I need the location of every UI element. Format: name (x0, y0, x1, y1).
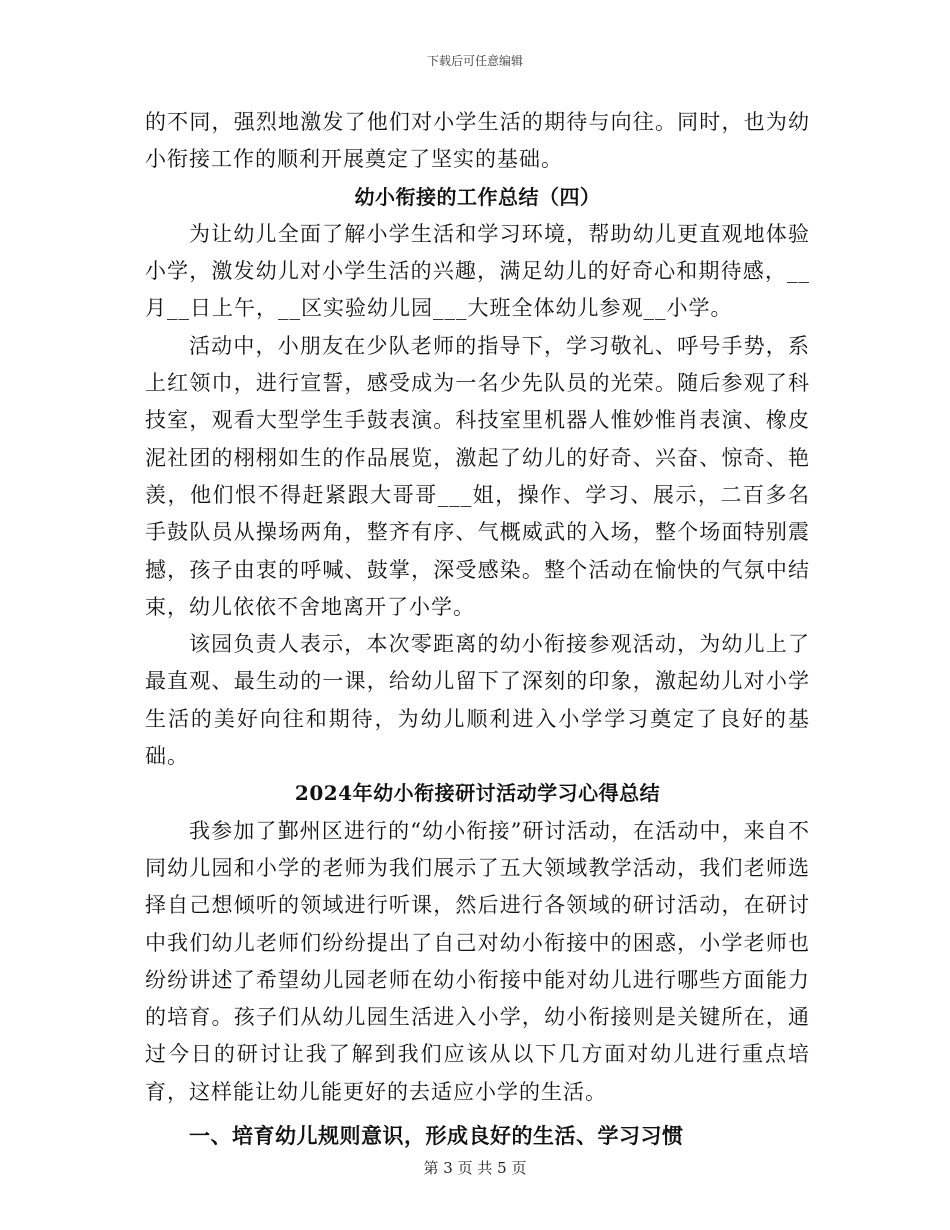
subsection-heading: 一、培育幼儿规则意识，形成良好的生活、学习习惯 (189, 1123, 684, 1149)
page-header: 下载后可任意编辑 (426, 54, 523, 68)
paragraph: 我参加了鄞州区进行的“幼小衔接”研讨活动，在活动中，来自不同幼儿园和小学的老师为我们展示了五大领域教学活动，我们老师选择自己想倾听的领域进行听课，然后进行各领域的研讨活动，在研讨中我们幼儿老师们纷纷提出了自己对幼小衔接中的困惑，小学老师也纷纷讲述了希望幼儿园老师在幼小衔接中能对幼儿进行哪些方面能力的培育。孩子们从幼儿园生活进入小学，幼小衔接则是关键所在，通过今日的研讨让我了解到我们应该从以下几方面对幼儿进行重点培育，这样能让幼儿能更好的去适应小学的生活。 (145, 818, 810, 1104)
paragraph: 活动中，小朋友在少队老师的指导下，学习敬礼、呼号手势，系上红领巾，进行宣誓，感受成为一名少先队员的光荣。随后参观了科技室，观看大型学生手鼓表演。科技室里机器人惟妙惟肖表演、橡皮泥社团的栩栩如生的作品展览，激起了幼儿的好奇、兴奋、惊奇、艳羡，他们恨不得赶紧跟大哥哥___姐，操作、学习、展示，二百多名手鼓队员从操场两角，整齐有序、气概威武的入场，整个场面特别震撼，孩子由衷的呼喊、鼓掌，深受感染。整个活动在愉快的气氛中结束，幼儿依依不舍地离开了小学。 (145, 333, 810, 619)
paragraph: 为让幼儿全面了解小学生活和学习环境，帮助幼儿更直观地体验小学，激发幼儿对小学生活的兴趣，满足幼儿的好奇心和期待感，__月__日上午，__区实验幼儿园___大班全体幼儿参观__小学。 (145, 221, 810, 321)
page-number: 第 3 页 共 5 页 (423, 1159, 527, 1177)
document-body (145, 104, 810, 1154)
paragraph: 该园负责人表示，本次零距离的幼小衔接参观活动，为幼儿上了最直观、最生动的一课，给幼儿留下了深刻的印象，激起幼儿对小学生活的美好向往和期待，为幼儿顺利进入小学学习奠定了良好的基础。 (145, 632, 810, 769)
section-heading: 幼小衔接的工作总结（四） (354, 184, 601, 209)
paragraph-continued: 的不同，强烈地激发了他们对小学生活的期待与向往。同时，也为幼小衔接工作的顺利开展奠定了坚实的基础。 (145, 110, 810, 172)
section-heading: 2024年幼小衔接研讨活动学习心得总结 (294, 781, 661, 806)
